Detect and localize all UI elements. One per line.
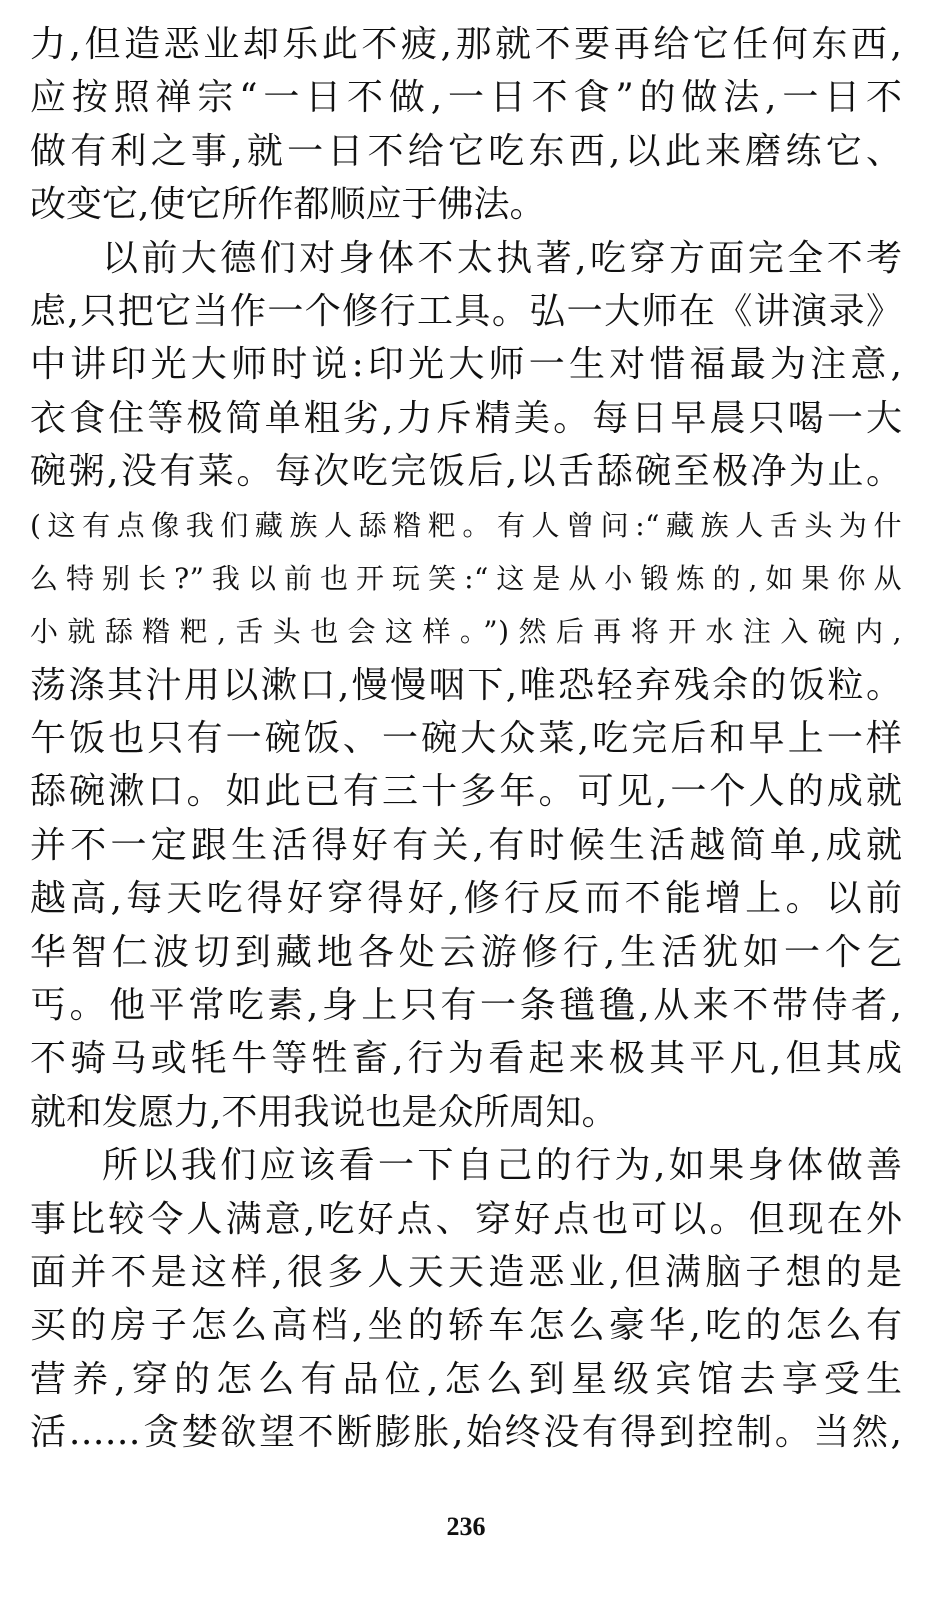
page-number: 236 — [446, 1512, 486, 1541]
text-line-14: 午饭也只有一碗饭、一碗大众菜,吃完后和早上一样 — [30, 718, 902, 760]
text-line-10-note: (这有点像我们藏族人舔糌粑。有人曾问:“藏族人舌头为什 — [30, 508, 902, 542]
text-line-12-note: 小就舔糌粑,舌头也会这样。”)然后再将开水注入碗内, — [30, 615, 902, 649]
text-line-21: 就和发愿力,不用我说也是众所周知。 — [30, 1091, 618, 1133]
text-line-13: 荡涤其汁用以漱口,慢慢咽下,唯恐轻弃残余的饭粒。 — [30, 664, 902, 706]
text-line-11-note: 么特别长?”我以前也开玩笑:“这是从小锻炼的,如果你从 — [30, 561, 902, 595]
text-line-18: 华智仁波切到藏地各处云游修行,生活犹如一个乞 — [30, 931, 902, 973]
text-line-20: 不骑马或牦牛等牲畜,行为看起来极其平凡,但其成 — [30, 1038, 902, 1080]
text-line-23: 事比较令人满意,吃好点、穿好点也可以。但现在外 — [30, 1198, 902, 1240]
text-line-5: 以前大德们对身体不太执著,吃穿方面完全不考 — [102, 237, 902, 279]
text-line-2: 应按照禅宗“一日不做,一日不食”的做法,一日不 — [30, 77, 902, 119]
text-line-15: 舔碗漱口。如此已有三十多年。可见,一个人的成就 — [30, 771, 902, 813]
text-line-8: 衣食住等极简单粗劣,力斥精美。每日早晨只喝一大 — [30, 397, 902, 439]
text-line-6: 虑,只把它当作一个修行工具。弘一大师在《讲演录》 — [30, 290, 902, 332]
text-line-17: 越高,每天吃得好穿得好,修行反而不能增上。以前 — [30, 878, 902, 920]
text-line-9: 碗粥,没有菜。每次吃完饭后,以舌舔碗至极净为止。 — [30, 451, 902, 493]
text-line-16: 并不一定跟生活得好有关,有时候生活越简单,成就 — [30, 824, 902, 866]
text-line-26: 营养,穿的怎么有品位,怎么到星级宾馆去享受生 — [30, 1358, 902, 1400]
text-line-7: 中讲印光大师时说:印光大师一生对惜福最为注意, — [30, 344, 902, 386]
text-line-22: 所以我们应该看一下自己的行为,如果身体做善 — [102, 1145, 902, 1187]
text-line-1: 力,但造恶业却乐此不疲,那就不要再给它任何东西, — [30, 24, 902, 65]
text-line-3: 做有利之事,就一日不给它吃东西,以此来磨练它、 — [30, 130, 902, 172]
text-line-24: 面并不是这样,很多人天天造恶业,但满脑子想的是 — [30, 1251, 902, 1293]
text-line-4: 改变它,使它所作都顺应于佛法。 — [30, 184, 546, 226]
text-line-27: 活……贪婪欲望不断膨胀,始终没有得到控制。当然, — [30, 1412, 902, 1454]
body-text — [30, 18, 902, 1460]
text-line-25: 买的房子怎么高档,坐的轿车怎么豪华,吃的怎么有 — [30, 1305, 902, 1347]
text-line-19: 丐。他平常吃素,身上只有一条氆氇,从来不带侍者, — [30, 985, 902, 1027]
